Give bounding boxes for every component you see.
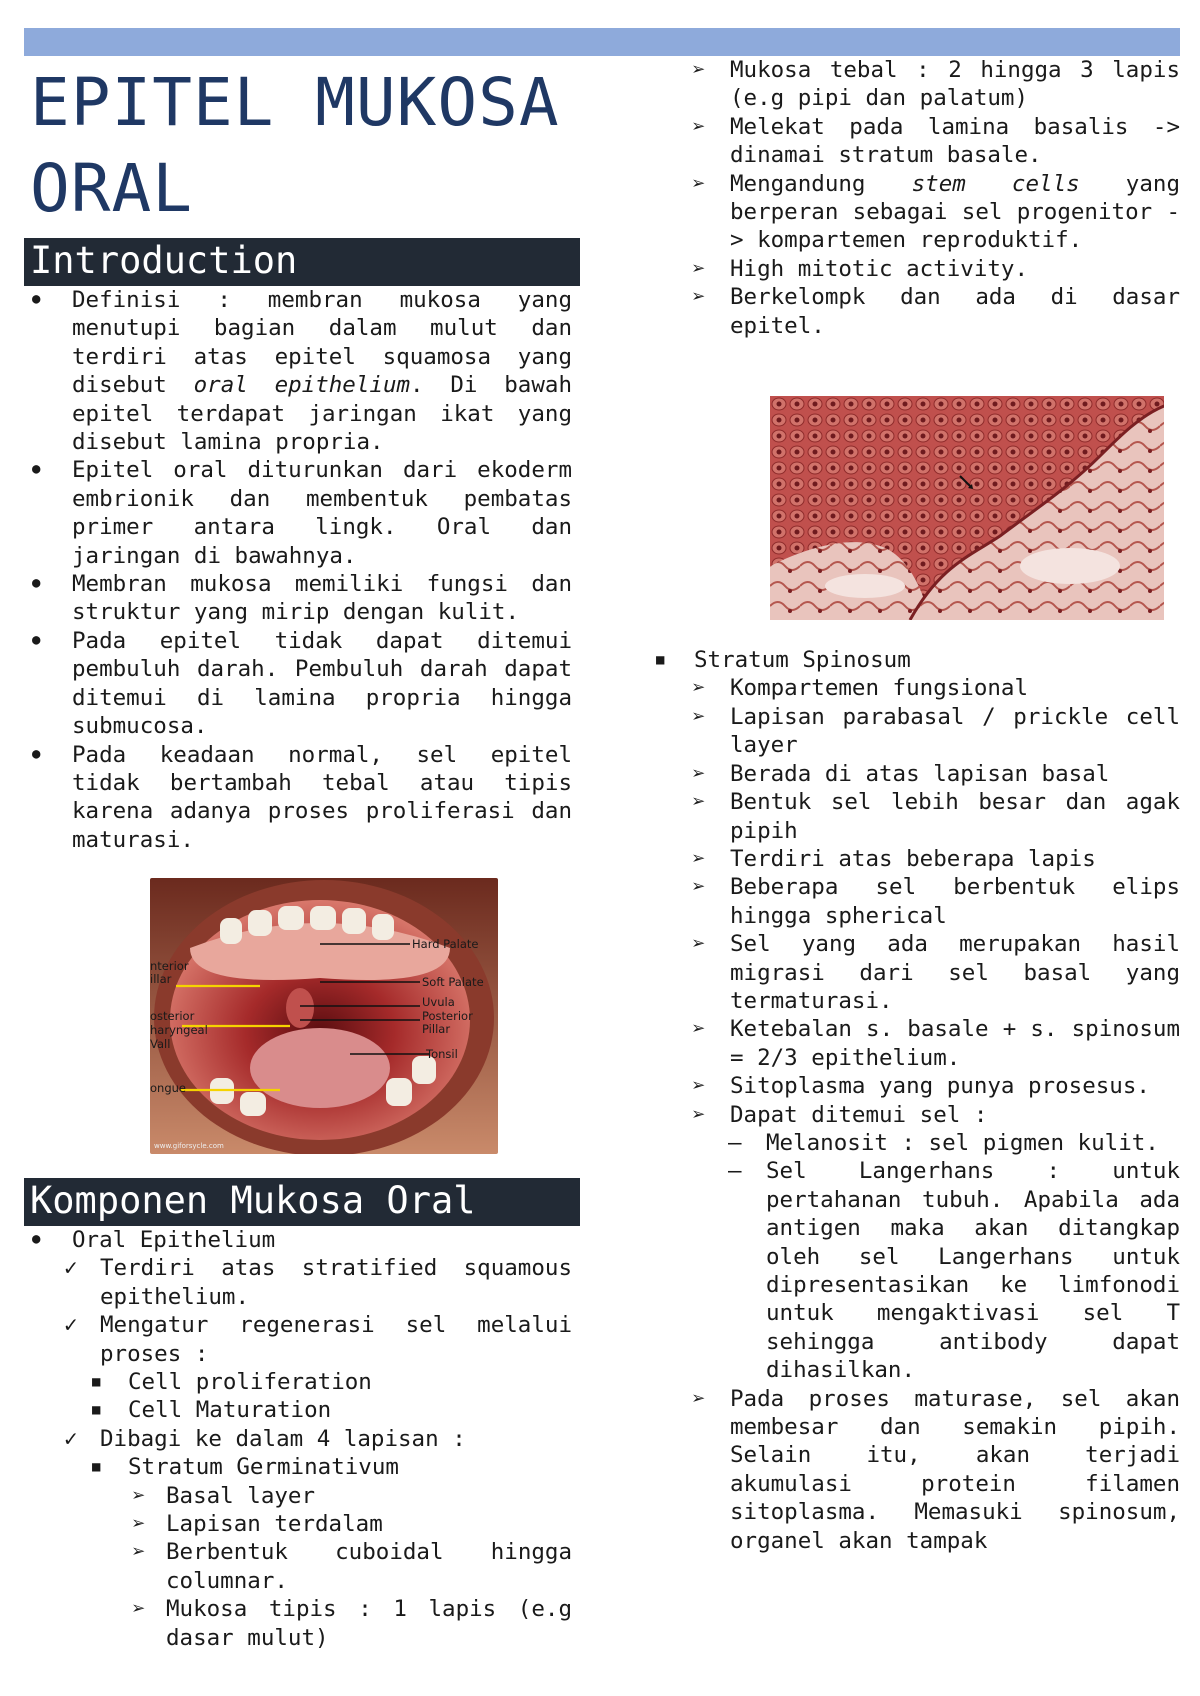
item-text: Lapisan parabasal / prickle cell layer [730, 703, 1180, 759]
list-item [692, 1015, 1180, 1072]
list-item [692, 760, 1180, 788]
item-text: Terdiri atas beberapa lapis [730, 845, 1096, 872]
checkmark-icon: ✓ [64, 1312, 78, 1339]
item-text: Berkelompk dan ada di dasar epitel. [730, 284, 1180, 339]
left-column [24, 60, 580, 854]
dash-bullet-icon: – [728, 1158, 742, 1185]
square-bullet-icon: ■ [92, 1459, 101, 1476]
arrow-bullet-icon: ➢ [692, 760, 706, 787]
label-tonsil: Tonsil [426, 1047, 458, 1061]
label-pillar: Pillar [422, 1022, 451, 1036]
arrow-bullet-icon: ➢ [692, 1385, 706, 1412]
checkmark-icon: ✓ [64, 1255, 78, 1282]
list-item [24, 627, 572, 741]
title-line-1: EPITEL MUKOSA [30, 64, 560, 141]
komponen-heading: Komponen Mukosa Oral [24, 1178, 580, 1226]
list-item [692, 788, 1180, 845]
checkmark-icon: ✓ [64, 1425, 78, 1452]
intro-text: Definisi : membran mukosa yang menutupi bagian dalam mulut dan terdiri atas epitel squamosa yang disebut [72, 287, 572, 399]
list-item [692, 873, 1180, 930]
list-item [692, 1157, 1180, 1384]
list-item [692, 113, 1180, 170]
item-text: Dibagi ke dalam 4 lapisan : [100, 1425, 466, 1452]
item-text: Mengatur regenerasi sel melalui proses : [100, 1312, 572, 1367]
list-item [692, 1129, 1180, 1157]
list-item [692, 170, 1180, 255]
bullet-icon [32, 741, 40, 771]
list-item [692, 674, 1180, 702]
intro-text: Pada epitel tidak dapat ditemui pembuluh darah. Pembuluh darah dapat ditemui di lamina propria hingga submucosa. [72, 627, 572, 740]
intro-text: Pada keadaan normal, sel epitel tidak bertambah tebal atau tipis karena adanya proses proliferasi dan maturasi. [72, 741, 572, 853]
arrow-bullet-icon: ➢ [132, 1482, 146, 1509]
arrow-bullet-icon: ➢ [692, 1073, 706, 1100]
bullet-icon [32, 627, 40, 657]
item-text: Pada proses maturase, sel akan membesar dan semakin pipih. Selain itu, akan terjadi akumulasi protein filamen sitoplasma. Memasuki spinosum, organel akan tampak [730, 1385, 1180, 1554]
list-item [24, 570, 572, 627]
list-item [692, 703, 1180, 760]
item-text: Stratum Spinosum [694, 647, 911, 674]
item-text: Berbentuk cuboidal hingga columnar. [166, 1539, 572, 1594]
dash-bullet-icon: – [728, 1129, 742, 1156]
introduction-list [24, 286, 572, 854]
item-text: Cell Maturation [128, 1397, 332, 1424]
arrow-bullet-icon: ➢ [692, 284, 706, 311]
arrow-bullet-icon: ➢ [692, 789, 706, 816]
list-item [692, 1101, 1180, 1129]
arrow-bullet-icon: ➢ [132, 1511, 146, 1538]
label-uvula: Uvula [422, 995, 455, 1009]
item-text: Sitoplasma yang punya prosesus. [730, 1073, 1150, 1100]
komponen-list [24, 1226, 572, 1652]
intro-text: Membran mukosa memiliki fungsi dan struktur yang mirip dengan kulit. [72, 571, 572, 626]
item-text: Sel yang ada merupakan hasil migrasi dari sel basal yang termaturasi. [730, 931, 1180, 1014]
square-bullet-icon: ■ [92, 1402, 101, 1419]
item-text: Berada di atas lapisan basal [730, 760, 1110, 787]
item-text: Bentuk sel lebih besar dan agak pipih [730, 789, 1180, 844]
item-text: Mengandung [730, 170, 912, 197]
arrow-bullet-icon: ➢ [692, 170, 706, 197]
photo-watermark: www.giforsycle.com [154, 1142, 224, 1150]
item-text: Ketebalan s. basale + s. spinosum = 2/3 epithelium. [730, 1016, 1180, 1071]
list-item [24, 1538, 572, 1595]
arrow-bullet-icon: ➢ [692, 675, 706, 702]
list-item [692, 1072, 1180, 1100]
label-posterior-left: osterior [150, 1009, 195, 1023]
oral-cavity-photo [150, 878, 498, 1154]
list-item [24, 1396, 572, 1424]
label-soft-palate: Soft Palate [422, 975, 484, 989]
list-item [24, 1311, 572, 1368]
item-text: Kompartemen fungsional [730, 675, 1029, 702]
list-item [692, 283, 1180, 340]
square-bullet-icon: ■ [656, 652, 665, 669]
list-item [24, 1425, 572, 1453]
arrow-bullet-icon: ➢ [692, 703, 706, 730]
item-text: yang berperan sebagai sel progenitor -> kompartemen reproduktif. [730, 170, 1180, 254]
item-emphasis: stem cells [911, 170, 1080, 197]
item-text: Sel Langerhans : untuk pertahanan tubuh. Apabila ada antigen maka akan ditangkap oleh sel Langerhans untuk dipresentasikan ke limfonodi untuk mengaktivasi sel T sehingga antibody dapat dihasilkan. [766, 1158, 1180, 1384]
arrow-bullet-icon: ➢ [692, 874, 706, 901]
item-text: Mukosa tipis : 1 lapis (e.g dasar mulut) [166, 1596, 572, 1651]
item-text: Terdiri atas stratified squamous epithelium. [100, 1255, 572, 1310]
title-line-2: ORAL [30, 150, 193, 227]
arrow-bullet-icon: ➢ [692, 1101, 706, 1128]
label-wall: Vall [150, 1037, 171, 1051]
item-text: Mukosa tebal : 2 hingga 3 lapis (e.g pipi dan palatum) [730, 57, 1180, 112]
label-pillar-left: illar [150, 972, 172, 986]
item-text: High mitotic activity. [730, 255, 1029, 282]
komponen-section [24, 1178, 580, 1652]
list-item [692, 930, 1180, 1015]
intro-text: . Di bawah epitel terdapat jaringan ikat yang disebut lamina propria. [72, 372, 572, 456]
document-title [24, 60, 580, 232]
arrow-bullet-icon: ➢ [132, 1596, 146, 1623]
item-text: Basal layer [166, 1482, 316, 1509]
list-item [24, 1482, 572, 1510]
intro-emphasis: oral epithelium [193, 372, 411, 399]
introduction-heading: Introduction [24, 238, 580, 286]
list-item [692, 1385, 1180, 1555]
header-bar [24, 28, 1180, 56]
bullet-icon [32, 570, 40, 600]
item-text: Lapisan terdalam [166, 1511, 383, 1538]
label-hard-palate: Hard Palate [412, 937, 479, 951]
arrow-bullet-icon: ➢ [692, 255, 706, 282]
list-item [692, 56, 1180, 113]
arrow-bullet-icon: ➢ [692, 1016, 706, 1043]
item-text: Cell proliferation [128, 1369, 372, 1396]
item-text: Beberapa sel berbentuk elips hingga spherical [730, 874, 1180, 929]
list-item [24, 1368, 572, 1396]
list-item [24, 286, 572, 456]
item-text: Melekat pada lamina basalis -> dinamai stratum basale. [730, 113, 1180, 169]
list-item [24, 1453, 572, 1481]
item-text: Stratum Germinativum [128, 1454, 399, 1481]
square-bullet-icon: ■ [92, 1374, 101, 1391]
list-item [692, 255, 1180, 283]
arrow-bullet-icon: ➢ [132, 1539, 146, 1566]
item-text: Dapat ditemui sel : [730, 1101, 988, 1128]
list-item [692, 845, 1180, 873]
arrow-bullet-icon: ➢ [692, 113, 706, 140]
list-item [24, 456, 572, 570]
bullet-icon [32, 1226, 40, 1256]
arrow-bullet-icon: ➢ [692, 57, 706, 83]
label-posterior: Posterior [422, 1009, 473, 1023]
histology-micrograph [770, 396, 1164, 620]
list-item [24, 1595, 572, 1652]
label-anterior: nterior [150, 959, 189, 973]
right-column [656, 56, 1180, 1555]
item-text: Melanosit : sel pigmen kulit. [766, 1129, 1159, 1156]
label-tongue: ongue [150, 1081, 186, 1095]
arrow-bullet-icon: ➢ [692, 931, 706, 958]
list-item [656, 646, 1180, 674]
arrow-bullet-icon: ➢ [692, 845, 706, 872]
list-item [24, 741, 572, 855]
bullet-icon [32, 286, 40, 316]
intro-text: Epitel oral diturunkan dari ekoderm embrionik dan membentuk pembatas primer antara lingk. Oral dan jaringan di bawahnya. [72, 457, 572, 569]
list-item [24, 1254, 572, 1311]
item-text: Oral Epithelium [72, 1227, 276, 1253]
label-pharyngeal: haryngeal [150, 1023, 208, 1037]
bullet-icon [32, 456, 40, 486]
list-item [24, 1510, 572, 1538]
list-item [24, 1226, 572, 1254]
